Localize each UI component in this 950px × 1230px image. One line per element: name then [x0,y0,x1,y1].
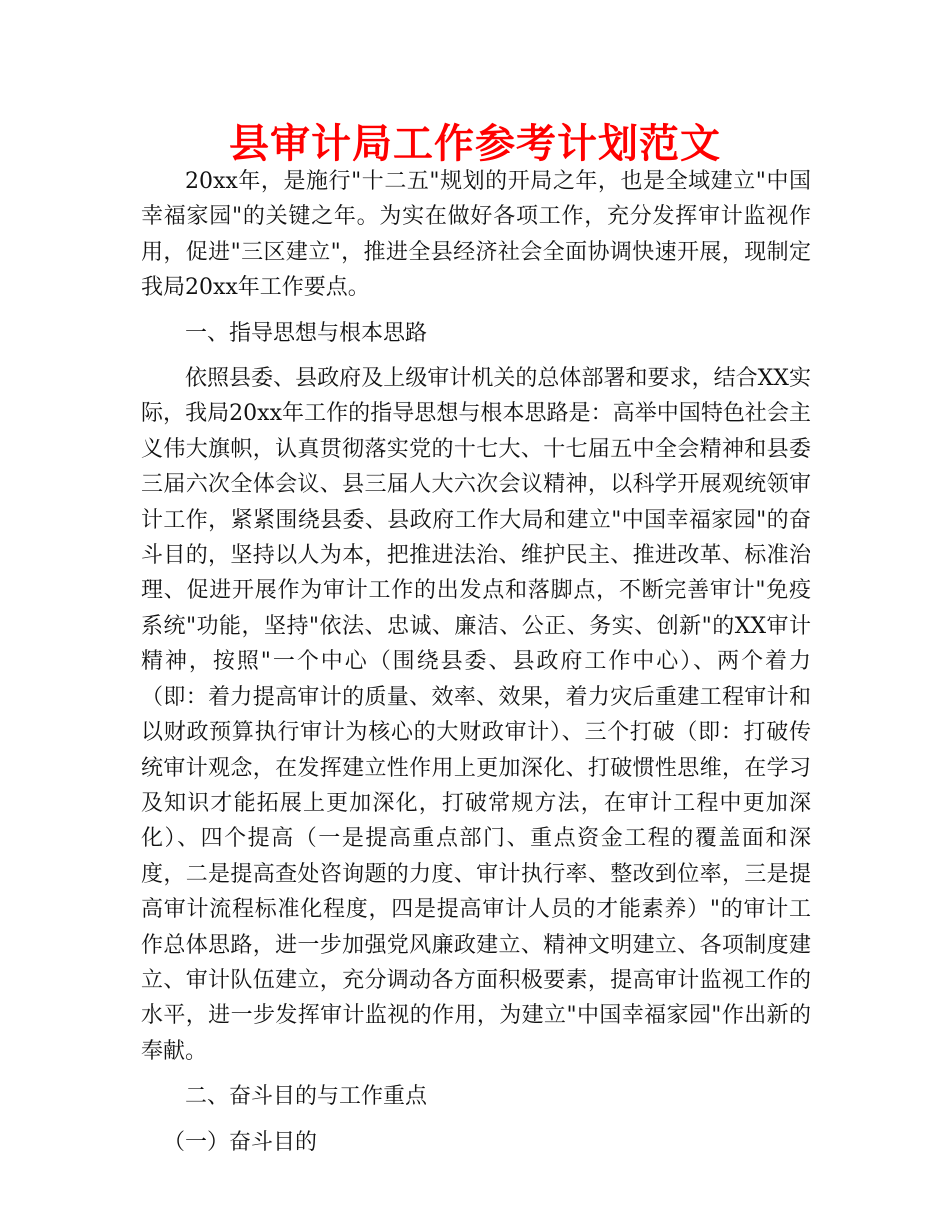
document-body [141,164,811,1160]
sub-heading-goals: （一）奋斗目的 [163,1129,318,1155]
guiding-thought-paragraph: 依照县委、县政府及上级审计机关的总体部署和要求，结合XX实际，我局20xx年工作的指导思想与根本思路是：高举中国特色社会主义伟大旗帜，认真贯彻落实党的十七大、十七届五中全会精神和县委三届六次全体会议、县三届人大六次会议精神，以科学开展观统领审计工作，紧紧围绕县委、县政府工作大局和建立"中国幸福家园"的奋斗目的，坚持以人为本，把推进法治、维护民主、推进改革、标准治理、促进开展作为审计工作的出发点和落脚点，不断完善审计"免疫系统"功能，坚持"依法、忠诚、廉洁、公正、务实、创新"的XX审计精神，按照"一个中心（围绕县委、县政府工作中心）、两个着力（即：着力提高审计的质量、效率、效果，着力灾后重建工程审计和以财政预算执行审计为核心的大财政审计）、三个打破（即：打破传统审计观念，在发挥建立性作用上更加深化、打破惯性思维，在学习及知识才能拓展上更加深化，打破常规方法，在审计工程中更加深化）、四个提高（一是提高重点部门、重点资金工程的覆盖面和深度，二是提高查处咨询题的力度、审计执行率、整改到位率，三是提高审计流程标准化程度，四是提高审计人员的才能素养）"的审计工作总体思路，进一步加强党风廉政建立、精神文明建立、各项制度建立、审计队伍建立，充分调动各方面积极要素，提高审计监视工作的水平，进一步发挥审计监视的作用，为建立"中国幸福家园"作出新的奉献。 [141,366,811,1064]
section-heading-goals: 二、奋斗目的与工作重点 [185,1084,428,1110]
section-heading-guiding-thought: 一、指导思想与根本思路 [185,320,428,346]
intro-paragraph: 20xx年，是施行"十二五"规划的开局之年，也是全域建立"中国幸福家园"的关键之年。为实在做好各项工作，充分发挥审计监视作用，促进"三区建立"，推进全县经济社会全面协调快速开展，现制定我局20xx年工作要点。 [141,169,811,301]
document-title: 县审计局工作参考计划范文 [229,121,721,167]
